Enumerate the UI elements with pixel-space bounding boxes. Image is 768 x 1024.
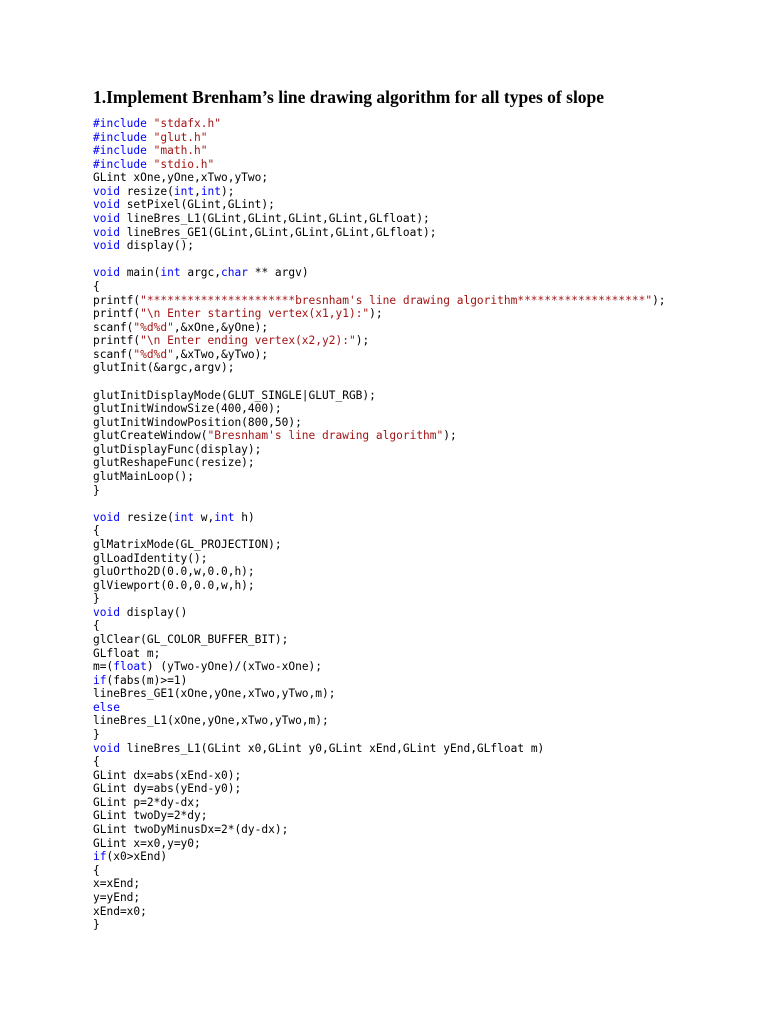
code-line	[93, 348, 666, 362]
code-line	[93, 891, 666, 905]
code-token: x=xEnd;	[93, 877, 141, 891]
code-line	[93, 185, 666, 199]
code-token: glutMainLoop();	[93, 470, 195, 484]
code-token: int	[160, 266, 181, 280]
code-line	[93, 837, 666, 851]
code-line	[93, 294, 666, 308]
code-token: void	[93, 198, 120, 212]
code-line	[93, 117, 666, 131]
code-token: xEnd=x0;	[93, 904, 147, 918]
code-token: h)	[234, 510, 255, 524]
code-line	[93, 647, 666, 661]
code-line	[93, 484, 666, 498]
code-line	[93, 633, 666, 647]
code-token: );	[369, 307, 383, 321]
code-token: m=(	[93, 660, 114, 674]
code-token: lineBres_L1(GLint x0,GLint y0,GLint xEnd,GLint yEnd,GLfloat m)	[119, 741, 545, 755]
code-token: "glut.h"	[153, 130, 208, 144]
code-line	[93, 742, 666, 756]
code-line	[93, 755, 666, 769]
code-line	[93, 809, 666, 823]
code-token: resize(	[119, 510, 174, 524]
code-token: ,	[194, 184, 201, 198]
code-token: "math.h"	[153, 144, 208, 158]
code-token: #include	[93, 144, 154, 158]
code-token: int	[200, 184, 222, 198]
code-line	[93, 239, 666, 253]
code-token: resize(	[119, 184, 174, 198]
code-token: {	[93, 524, 100, 538]
code-token: "\n Enter starting vertex(x1,y1):"	[140, 307, 370, 321]
code-token: y=yEnd;	[93, 890, 141, 904]
code-line	[93, 389, 666, 403]
code-line	[93, 361, 666, 375]
code-token: "**********************bresnham's line drawing algorithm*******************"	[140, 293, 653, 307]
code-line	[93, 877, 666, 891]
code-token: void	[93, 225, 120, 239]
code-token: GLint twoDyMinusDx=2*(dy-dx);	[93, 823, 289, 837]
code-token: (fabs(m)>=1)	[106, 673, 188, 687]
code-token: void	[93, 184, 120, 198]
code-token: GLint p=2*dy-dx;	[93, 795, 201, 809]
code-token: char	[221, 266, 248, 280]
code-token: #include	[93, 117, 154, 130]
code-token: glutDisplayFunc(display);	[93, 442, 262, 456]
code-line	[93, 579, 666, 593]
code-line	[93, 606, 666, 620]
code-line	[93, 497, 666, 511]
code-line	[93, 660, 666, 674]
code-token: if	[93, 850, 107, 864]
code-token: GLint twoDy=2*dy;	[93, 809, 208, 823]
code-line	[93, 905, 666, 919]
code-listing	[93, 117, 666, 932]
code-token: gluOrtho2D(0.0,w,0.0,h);	[93, 565, 255, 579]
code-line	[93, 334, 666, 348]
code-token: if	[93, 673, 107, 687]
code-line	[93, 470, 666, 484]
code-token: int	[214, 510, 235, 524]
code-token: {	[93, 619, 100, 633]
code-token: void	[93, 510, 120, 524]
code-line	[93, 198, 666, 212]
document-title: 1.Implement Brenham’s line drawing algorithm for all types of slope	[93, 87, 605, 107]
code-token: );	[355, 334, 370, 348]
code-token: GLint xOne,yOne,xTwo,yTwo;	[93, 171, 269, 185]
code-token: "stdafx.h"	[153, 117, 221, 130]
code-token: else	[93, 700, 120, 714]
code-token: void	[93, 605, 120, 619]
code-line	[93, 511, 666, 525]
code-token: scanf(	[93, 347, 134, 361]
code-token: );	[221, 184, 235, 198]
code-token: glutReshapeFunc(resize);	[93, 456, 255, 470]
code-token: display();	[119, 239, 195, 253]
code-token: lineBres_GE1(xOne,yOne,xTwo,yTwo,m);	[93, 687, 336, 701]
code-token: int	[173, 184, 195, 198]
code-line	[93, 796, 666, 810]
code-line	[93, 701, 666, 715]
code-token: GLfloat m;	[93, 646, 161, 660]
code-line	[93, 321, 666, 335]
code-line	[93, 769, 666, 783]
code-token: glClear(GL_COLOR_BUFFER_BIT);	[93, 632, 289, 646]
code-token: {	[93, 279, 100, 293]
code-token: glutCreateWindow(	[93, 429, 208, 443]
code-token: main(	[119, 266, 161, 280]
code-line	[93, 918, 666, 932]
code-line	[93, 850, 666, 864]
code-token: void	[93, 741, 120, 755]
code-token: void	[93, 212, 120, 226]
code-line	[93, 266, 666, 280]
code-token: ) (yTwo-yOne)/(xTwo-xOne);	[146, 660, 323, 674]
code-token: GLint dy=abs(yEnd-y0);	[93, 782, 242, 796]
code-token: glutInitWindowPosition(800,50);	[93, 415, 302, 429]
code-line	[93, 552, 666, 566]
code-line	[93, 687, 666, 701]
code-line	[93, 171, 666, 185]
code-line	[93, 307, 666, 321]
code-token: lineBres_L1(GLint,GLint,GLint,GLint,GLfloat);	[119, 212, 430, 226]
code-token: w,	[194, 510, 215, 524]
code-token: printf(	[93, 293, 141, 307]
code-token: );	[443, 429, 457, 443]
code-token: "%d%d"	[133, 347, 174, 361]
code-token: "Bresnham's line drawing algorithm"	[207, 429, 444, 443]
code-token: }	[93, 918, 100, 932]
code-token: int	[173, 510, 195, 524]
code-line	[93, 131, 666, 145]
code-token: glViewport(0.0,0.0,w,h);	[93, 578, 255, 592]
code-line	[93, 823, 666, 837]
code-token: }	[93, 483, 100, 497]
code-line	[93, 456, 666, 470]
code-token: GLint dx=abs(xEnd-x0);	[93, 768, 242, 782]
code-token: "\n Enter ending vertex(x2,y2):"	[140, 334, 356, 348]
code-token: lineBres_GE1(GLint,GLint,GLint,GLint,GLfloat);	[119, 225, 437, 239]
code-token: lineBres_L1(xOne,yOne,xTwo,yTwo,m);	[93, 714, 329, 728]
code-line	[93, 402, 666, 416]
code-token: glLoadIdentity();	[93, 551, 208, 565]
code-line	[93, 782, 666, 796]
code-line	[93, 226, 666, 240]
code-token: #include	[93, 130, 154, 144]
code-token: glutInitWindowSize(400,400);	[93, 402, 282, 416]
code-token: ** argv)	[247, 266, 309, 280]
code-line	[93, 714, 666, 728]
code-line	[93, 144, 666, 158]
code-token: glutInit(&argc,argv);	[93, 361, 235, 375]
code-token: ,&xTwo,&yTwo);	[173, 347, 269, 361]
code-token: printf(	[93, 307, 141, 321]
code-line	[93, 538, 666, 552]
code-line	[93, 619, 666, 633]
code-line	[93, 429, 666, 443]
code-line	[93, 443, 666, 457]
code-token: GLint x=x0,y=y0;	[93, 836, 201, 850]
code-token: scanf(	[93, 320, 134, 334]
code-token: float	[113, 660, 147, 674]
code-token: {	[93, 863, 100, 877]
code-line	[93, 864, 666, 878]
code-token: "stdio.h"	[153, 157, 215, 171]
code-line	[93, 158, 666, 172]
code-line	[93, 565, 666, 579]
code-token: printf(	[93, 334, 141, 348]
code-line	[93, 253, 666, 267]
code-token: }	[93, 592, 100, 606]
code-line	[93, 280, 666, 294]
code-token: );	[652, 293, 666, 307]
code-token: #include	[93, 157, 154, 171]
code-line	[93, 416, 666, 430]
code-token: "%d%d"	[133, 320, 174, 334]
code-token: void	[93, 239, 120, 253]
code-token: glutInitDisplayMode(GLUT_SINGLE|GLUT_RGB);	[93, 388, 376, 402]
code-token: {	[93, 755, 100, 769]
code-token: void	[93, 266, 120, 280]
code-line	[93, 728, 666, 742]
code-line	[93, 212, 666, 226]
code-line	[93, 592, 666, 606]
code-line	[93, 375, 666, 389]
code-token: glMatrixMode(GL_PROJECTION);	[93, 537, 282, 551]
code-token: setPixel(GLint,GLint);	[119, 198, 275, 212]
code-token: }	[93, 728, 100, 742]
code-token: ,&xOne,&yOne);	[173, 320, 269, 334]
code-line	[93, 524, 666, 538]
code-token: display()	[119, 605, 188, 619]
code-token: (x0>xEnd)	[106, 850, 168, 864]
code-line	[93, 674, 666, 688]
code-token: argc,	[180, 266, 222, 280]
